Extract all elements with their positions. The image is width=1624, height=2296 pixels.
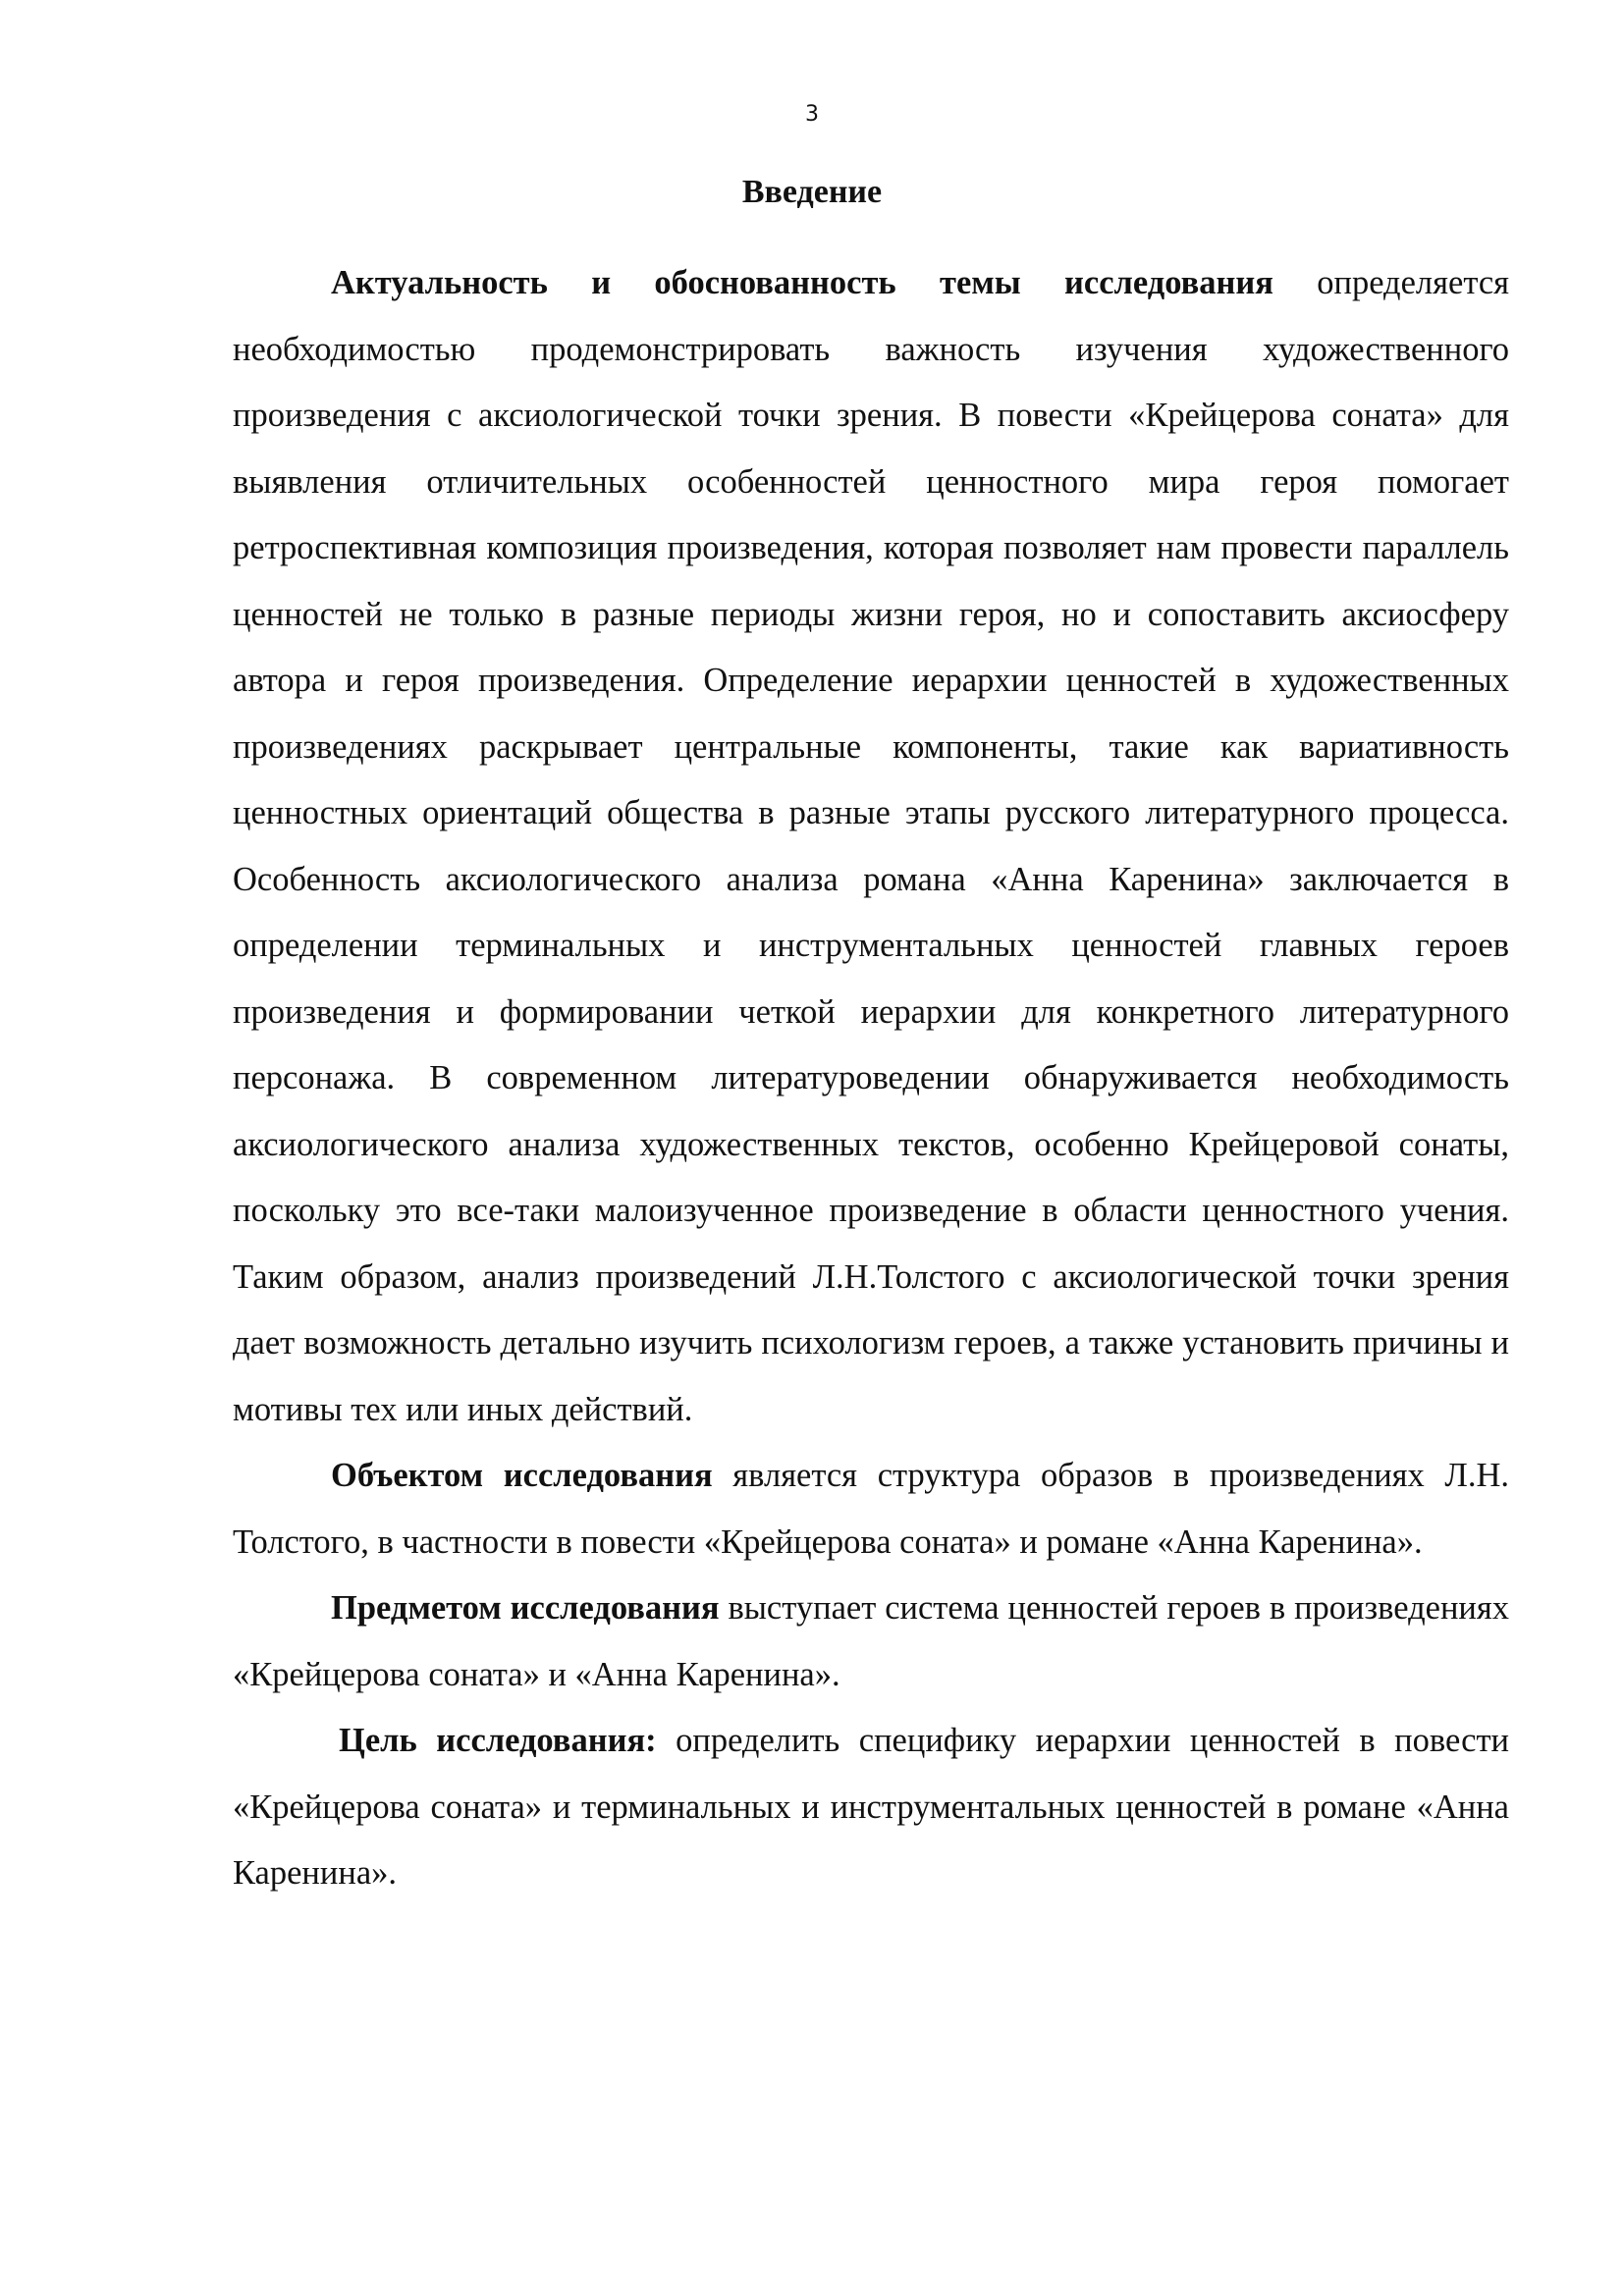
- body-text: [233, 250, 1509, 1907]
- subject-text: выступает система ценностей героев в произведениях «Крейцерова соната» и «Анна Каренина».: [233, 1589, 1510, 1693]
- goal-text: определить специфику иерархии ценностей в повести «Крейцерова соната» и терминальных и инструментальных ценностей в романе «Анна Каренина».: [233, 1722, 1509, 1892]
- paragraph-subject: [233, 1575, 1509, 1708]
- object-term: Объектом исследования: [331, 1457, 713, 1494]
- paragraph-relevance: [233, 250, 1509, 1443]
- relevance-text: определяется необходимостью продемонстрировать важность изучения художественного произведения с аксиологической точки зрения. В повести «Крейцерова соната» для выявления отличительных особенностей ценностного мира героя помогает ретроспективная композиция произведения, которая позволяет нам провести параллель ценностей не только в разные периоды жизни героя, но и сопоставить аксиосферу автора и героя произведения. Определение иерархии ценностей в художественных произведениях раскрывает центральные компоненты, такие как вариативность ценностных ориентаций общества в разные этапы русского литературного процесса. Особенность аксиологического анализа романа «Анна Каренина» заключается в определении терминальных и инструментальных ценностей главных героев произведения и формировании четкой иерархии для конкретного литературного персонажа. В современном литературоведении обнаруживается необходимость аксиологического анализа художественных текстов, особенно Крейцеровой сонаты, поскольку это все-таки малоизученное произведение в области ценностного учения. Таким образом, анализ произведений Л.Н.Толстого с аксиологической точки зрения дает возможность детально изучить психологизм героев, а также установить причины и мотивы тех или иных действий.: [233, 264, 1510, 1428]
- goal-term: Цель исследования:: [339, 1722, 657, 1759]
- paragraph-goal: [233, 1708, 1509, 1907]
- object-text: является структура образов в произведениях Л.Н. Толстого, в частности в повести «Крейцерова соната» и романе «Анна Каренина».: [233, 1457, 1509, 1561]
- relevance-term: Актуальность и обоснованность темы исследования: [331, 264, 1273, 301]
- page-number: 3: [805, 102, 819, 127]
- subject-term: Предметом исследования: [331, 1589, 720, 1627]
- page-title: Введение: [741, 174, 883, 210]
- paragraph-object: [233, 1443, 1509, 1575]
